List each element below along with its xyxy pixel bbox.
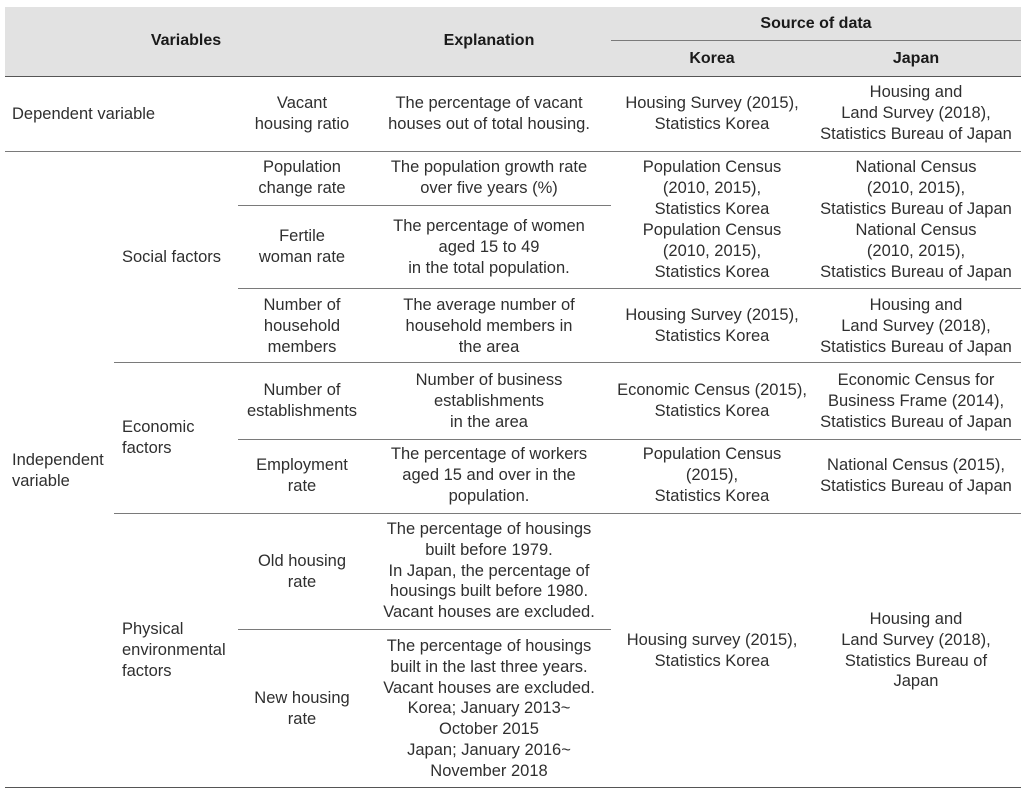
variable-old-housing-rate: Old housing rate	[257, 552, 347, 591]
variable-vacant-housing-ratio: Vacant housing ratio	[254, 94, 350, 133]
label-social-factors: Social factors	[122, 248, 222, 266]
japan-source-employment-rate: National Census (2015), Statistics Bureau of Japan	[820, 456, 1012, 495]
variable-employment-rate: Employment rate	[256, 456, 348, 495]
variable-number-of-establishments: Number of establishments	[246, 381, 358, 420]
label-economic-factors: Economic factors	[122, 418, 195, 457]
korea-source-physical-factors: Housing survey (2015), Statistics Korea	[626, 631, 798, 670]
header-source-of-data: Source of data	[760, 15, 872, 32]
explanation-population-change-rate: The population growth rate over five years (%)	[390, 158, 588, 197]
explanation-old-housing-rate: The percentage of housings built before 1979. In Japan, the percentage of housings built before 1980. Vacant houses are excluded.	[383, 520, 595, 622]
header-korea: Korea	[689, 50, 735, 67]
variable-fertile-woman-rate: Fertile woman rate	[258, 227, 346, 266]
japan-source-population-change-rate: National Census (2010, 2015), Statistics Bureau of Japan	[820, 158, 1012, 218]
explanation-fertile-woman-rate: The percentage of women aged 15 to 49 in the total population.	[393, 217, 585, 277]
row-divider-establishments	[238, 439, 1021, 440]
label-physical-environmental-factors: Physical environmental factors	[122, 620, 226, 680]
row-divider-dependent	[5, 151, 1021, 152]
header-explanation: Explanation	[443, 32, 535, 49]
header-bottom-rule	[5, 76, 1021, 77]
japan-source-fertile-woman-rate: National Census (2010, 2015), Statistics Bureau of Japan	[820, 221, 1012, 281]
label-independent-variable: Independent variable	[12, 451, 104, 490]
variable-new-housing-rate: New housing rate	[254, 689, 350, 728]
variable-household-members: Number of household members	[263, 296, 341, 356]
explanation-household-members: The average number of household members in the area	[403, 296, 575, 356]
explanation-vacant-housing-ratio: The percentage of vacant houses out of total housing.	[388, 94, 590, 133]
korea-source-employment-rate: Population Census (2015), Statistics Korea	[642, 445, 782, 505]
korea-source-fertile-woman-rate: Population Census (2010, 2015), Statistics Korea	[642, 221, 782, 281]
row-divider-population-change	[238, 205, 611, 206]
row-divider-old-housing	[238, 629, 611, 630]
table-bottom-rule	[5, 787, 1021, 788]
row-divider-fertile-woman	[238, 288, 1021, 289]
header-sub-divider	[611, 40, 1021, 41]
header-variables: Variables	[150, 32, 222, 49]
row-divider-economic	[114, 513, 1021, 514]
korea-source-vacant-housing-ratio: Housing Survey (2015), Statistics Korea	[625, 94, 799, 133]
explanation-employment-rate: The percentage of workers aged 15 and over in the population.	[390, 445, 588, 505]
row-divider-social	[114, 362, 1021, 363]
header-japan: Japan	[892, 50, 940, 67]
explanation-number-of-establishments: Number of business establishments in the area	[415, 371, 563, 431]
japan-source-household-members: Housing and Land Survey (2018), Statistics Bureau of Japan	[820, 296, 1012, 356]
variable-population-change-rate: Population change rate	[258, 158, 346, 197]
japan-source-vacant-housing-ratio: Housing and Land Survey (2018), Statistics Bureau of Japan	[820, 83, 1012, 143]
korea-source-population-change-rate: Population Census (2010, 2015), Statistics Korea	[642, 158, 782, 218]
japan-source-physical-factors: Housing and Land Survey (2018), Statistics Bureau of Japan	[841, 610, 991, 691]
label-dependent-variable: Dependent variable	[12, 105, 156, 123]
korea-source-number-of-establishments: Economic Census (2015), Statistics Korea	[617, 381, 807, 420]
japan-source-number-of-establishments: Economic Census for Business Frame (2014), Statistics Bureau of Japan	[820, 371, 1012, 431]
explanation-new-housing-rate: The percentage of housings built in the last three years. Vacant houses are excluded. Korea; January 2013~ October 2015 Japan; January 2016~ November 2018	[383, 637, 595, 780]
korea-source-household-members: Housing Survey (2015), Statistics Korea	[625, 306, 799, 345]
